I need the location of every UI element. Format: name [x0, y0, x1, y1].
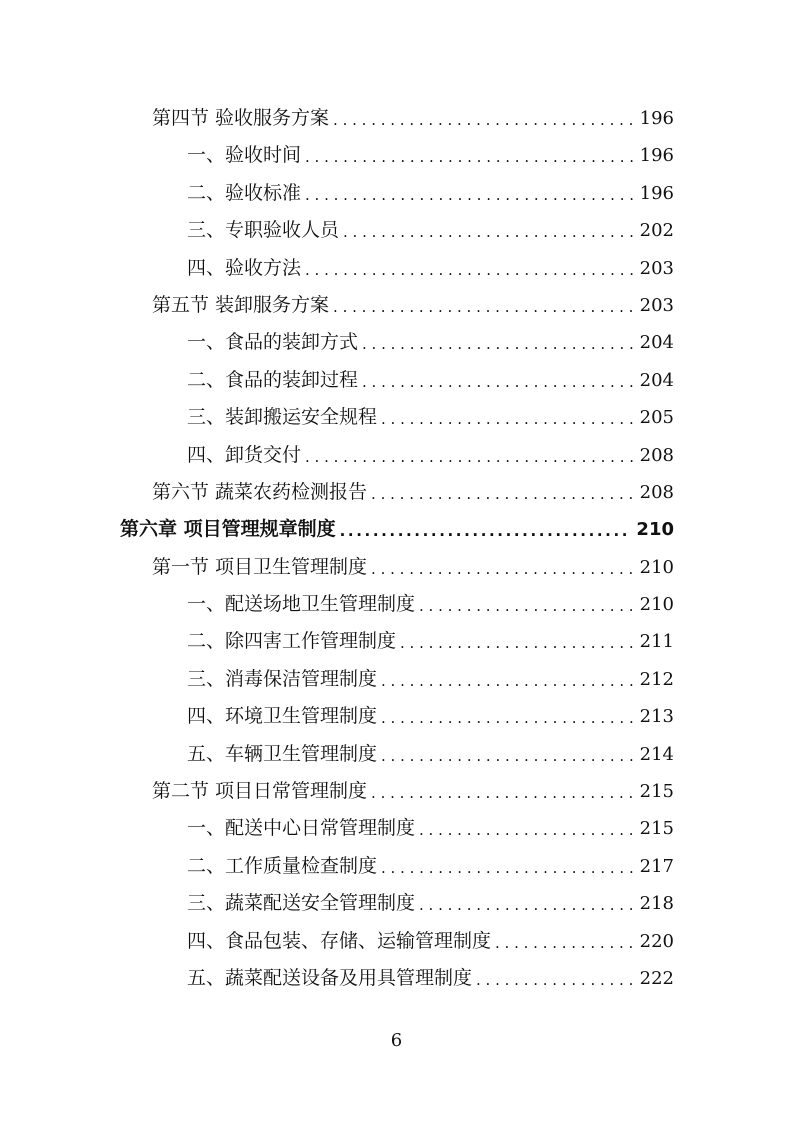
toc-dot-leader: [362, 326, 634, 363]
toc-entry-title: 第二节 项目日常管理制度: [152, 780, 368, 803]
toc-entry-item[interactable]: [0, 960, 793, 997]
toc-dot-leader: [362, 364, 634, 401]
toc-entry-page: 203: [639, 257, 674, 279]
toc-dot-leader: [305, 139, 634, 176]
toc-entry-item[interactable]: [0, 661, 793, 698]
toc-dot-leader: [371, 775, 634, 812]
toc-entry-title: 四、环境卫生管理制度: [187, 705, 378, 728]
toc-entry-title: 第四节 验收服务方案: [152, 107, 330, 129]
toc-dot-leader: [476, 962, 634, 999]
toc-entry-section[interactable]: [0, 474, 793, 511]
toc-entry-section[interactable]: [0, 287, 793, 324]
toc-entry-page: 210: [636, 519, 674, 541]
toc-entry-title: 四、卸货交付: [187, 443, 302, 466]
toc-entry-page: 196: [639, 108, 674, 129]
toc-entry-page: 220: [639, 930, 674, 952]
toc-dot-leader: [371, 476, 634, 513]
toc-entry-section[interactable]: [0, 549, 793, 586]
toc-entry-item[interactable]: [0, 212, 793, 249]
table-of-contents: [0, 100, 793, 997]
toc-entry-title: 一、食品的装卸方式: [187, 331, 359, 354]
toc-entry-title: 第六节 蔬菜农药检测报告: [152, 480, 368, 503]
toc-entry-item[interactable]: [0, 399, 793, 436]
toc-entry-page: 205: [639, 407, 674, 429]
toc-entry-title: 三、装卸搬运安全规程: [187, 406, 378, 429]
toc-entry-title: 二、食品的装卸过程: [187, 368, 359, 391]
toc-entry-title: 一、配送场地卫生管理制度: [187, 593, 416, 616]
toc-entry-item[interactable]: [0, 698, 793, 735]
toc-entry-title: 第六章 项目管理规章制度: [120, 518, 336, 541]
toc-entry-title: 三、消毒保洁管理制度: [187, 667, 378, 690]
toc-entry-title: 一、验收时间: [187, 144, 302, 167]
toc-entry-title: 二、除四害工作管理制度: [187, 630, 397, 653]
toc-dot-leader: [419, 812, 634, 849]
toc-entry-section[interactable]: [0, 773, 793, 810]
toc-dot-leader: [340, 513, 631, 550]
toc-entry-page: 208: [639, 444, 674, 466]
toc-entry-title: 一、配送中心日常管理制度: [187, 817, 416, 840]
toc-entry-item[interactable]: [0, 324, 793, 361]
toc-entry-item[interactable]: [0, 137, 793, 174]
toc-entry-title: 三、专职验收人员: [187, 219, 340, 242]
toc-entry-section[interactable]: [0, 100, 793, 137]
toc-entry-item[interactable]: [0, 586, 793, 623]
toc-entry-item[interactable]: [0, 848, 793, 885]
toc-dot-leader: [419, 887, 634, 924]
toc-entry-page: 222: [639, 967, 674, 989]
toc-entry-item[interactable]: [0, 923, 793, 960]
toc-entry-page: 215: [639, 781, 674, 803]
toc-entry-title: 五、车辆卫生管理制度: [187, 742, 378, 765]
toc-entry-page: 202: [639, 220, 674, 242]
toc-dot-leader: [495, 925, 634, 962]
toc-entry-title: 四、验收方法: [187, 256, 302, 279]
toc-entry-page: 210: [639, 594, 674, 616]
toc-dot-leader: [381, 401, 634, 438]
toc-dot-leader: [419, 588, 634, 625]
toc-dot-leader: [381, 663, 634, 700]
toc-entry-page: 210: [639, 556, 674, 578]
toc-dot-leader: [333, 102, 634, 139]
toc-entry-title: 第一节 项目卫生管理制度: [152, 555, 368, 578]
toc-entry-title: 二、工作质量检查制度: [187, 854, 378, 877]
toc-entry-page: 218: [639, 893, 674, 915]
toc-entry-page: 215: [639, 818, 674, 840]
toc-entry-page: 196: [639, 182, 674, 204]
toc-entry-page: 204: [639, 369, 674, 391]
toc-dot-leader: [381, 700, 634, 737]
toc-dot-leader: [305, 252, 634, 289]
page-number: 6: [390, 1030, 403, 1051]
toc-entry-page: 213: [639, 706, 674, 728]
toc-entry-title: 二、验收标准: [187, 181, 302, 204]
toc-dot-leader: [381, 850, 634, 887]
toc-entry-page: 211: [639, 631, 674, 653]
toc-entry-title: 四、食品包装、存储、运输管理制度: [187, 929, 492, 952]
toc-entry-page: 217: [639, 855, 674, 877]
toc-entry-page: 204: [639, 332, 674, 354]
toc-entry-item[interactable]: [0, 250, 793, 287]
toc-entry-page: 196: [639, 145, 674, 167]
toc-entry-page: 208: [639, 481, 674, 503]
toc-entry-title: 第五节 装卸服务方案: [152, 293, 330, 316]
toc-entry-page: 212: [639, 668, 674, 690]
toc-entry-title: 五、蔬菜配送设备及用具管理制度: [187, 966, 473, 989]
toc-entry-page: 203: [639, 294, 674, 316]
toc-dot-leader: [333, 289, 634, 326]
toc-entry-item[interactable]: [0, 623, 793, 660]
toc-dot-leader: [305, 177, 634, 214]
toc-entry-page: 214: [639, 743, 674, 765]
toc-dot-leader: [305, 439, 634, 476]
toc-dot-leader: [371, 551, 634, 588]
toc-entry-item[interactable]: [0, 885, 793, 922]
toc-entry-item[interactable]: [0, 437, 793, 474]
toc-entry-item[interactable]: [0, 362, 793, 399]
toc-entry-item[interactable]: [0, 175, 793, 212]
toc-dot-leader: [343, 214, 634, 251]
toc-entry-item[interactable]: [0, 736, 793, 773]
toc-entry-item[interactable]: [0, 810, 793, 847]
toc-dot-leader: [381, 738, 634, 775]
toc-dot-leader: [400, 625, 634, 662]
toc-entry-chapter[interactable]: [0, 511, 793, 548]
toc-entry-title: 三、蔬菜配送安全管理制度: [187, 892, 416, 915]
